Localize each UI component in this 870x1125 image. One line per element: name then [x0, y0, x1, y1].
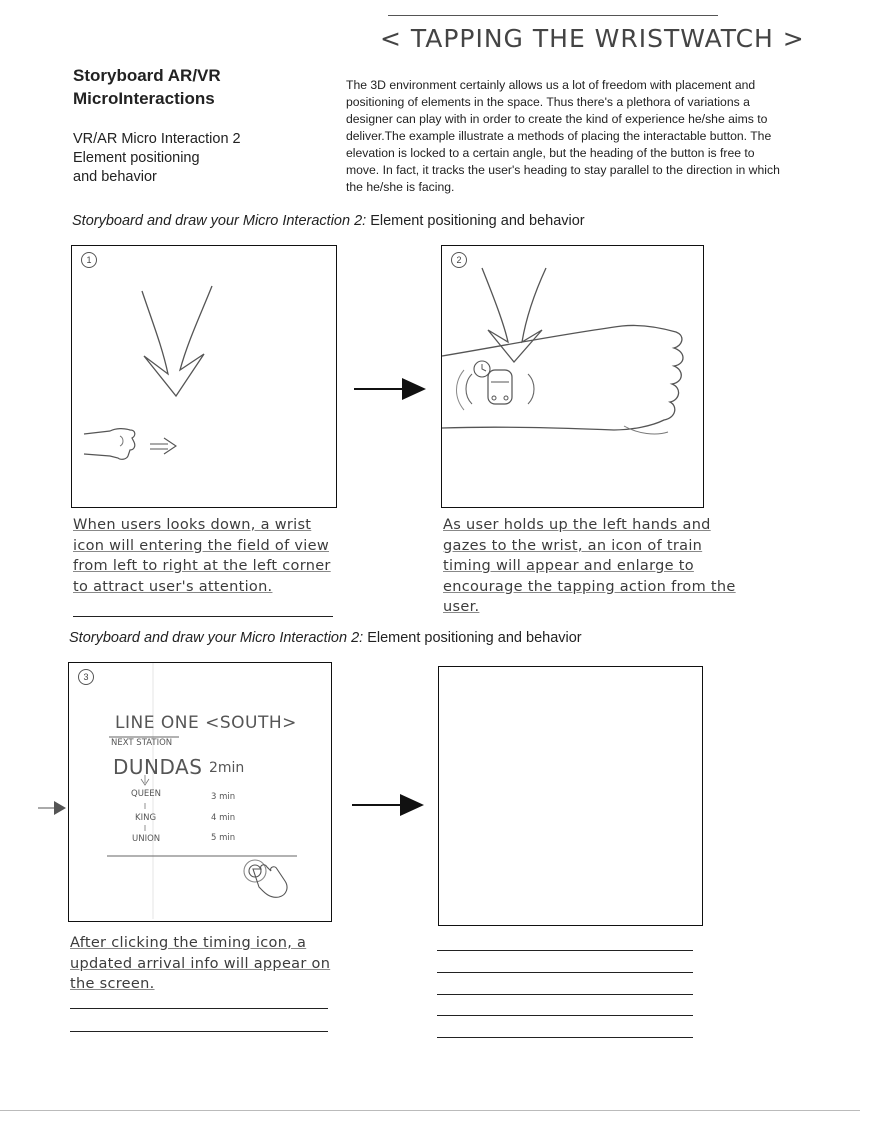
sketch-wrist-raised [442, 246, 702, 506]
stop-name: UNION [132, 834, 161, 844]
sequence-arrow-icon [352, 792, 424, 818]
storyboard-frame-1 [71, 245, 337, 508]
frame-2-caption: As user holds up the left hands and gazes to the wrist, an icon of train timing will appear and enlarge to encourage the tapping action from the user. [443, 517, 736, 615]
caption-line [437, 950, 693, 951]
scan-edge-line [0, 1110, 860, 1111]
prompt-plain: Element positioning and behavior [366, 213, 585, 229]
sketch-look-down [72, 246, 335, 506]
transit-line-title: LINE ONE <SOUTH> [115, 713, 297, 733]
frame-number: 1 [81, 252, 97, 268]
prompt-plain: Element positioning and behavior [363, 630, 582, 646]
next-station-label: NEXT STATION [111, 738, 173, 748]
document-title: Storyboard AR/VR MicroInteractions [73, 66, 221, 108]
sequence-arrow-icon [354, 376, 426, 402]
frame-number: 2 [451, 252, 467, 268]
storyboard-prompt [72, 213, 585, 229]
down-arrow-icon [142, 286, 212, 396]
caption-line [437, 994, 693, 995]
frame-1-caption: When users looks down, a wrist icon will entering the field of view from left to right at the left corner to attract user's attention. [73, 517, 331, 595]
prompt-italic: Storyboard and draw your Micro Interaction 2: [72, 213, 367, 229]
document-subtitle [73, 130, 323, 187]
frame-number: 3 [78, 669, 94, 685]
storyboard-frame-3 [68, 662, 332, 922]
storyboard-prompt [69, 630, 582, 646]
margin-arrow-icon [38, 798, 68, 818]
subtitle-line: Element positioning [73, 150, 200, 166]
right-arrow-icon [150, 438, 176, 454]
sketch-screen-lines [69, 663, 329, 919]
train-icon [488, 370, 512, 404]
stop-name: KING [135, 813, 157, 823]
tap-hand-icon [244, 860, 287, 897]
stop-time: 5 min [211, 833, 236, 843]
stop-time: 4 min [211, 813, 236, 823]
subtitle-line: VR/AR Micro Interaction 2 [73, 131, 241, 147]
storyboard-frame-2 [441, 245, 704, 508]
handwritten-title: < TAPPING THE WRISTWATCH > [380, 24, 805, 53]
wrist-icon [84, 429, 135, 460]
caption-line [437, 1037, 693, 1038]
stop-name: QUEEN [131, 789, 162, 799]
prompt-italic: Storyboard and draw your Micro Interaction 2: [69, 630, 364, 646]
next-station-name: DUNDAS [113, 755, 203, 779]
subtitle-line: and behavior [73, 169, 157, 185]
caption-line [437, 1015, 693, 1016]
storyboard-frame-4 [438, 666, 703, 926]
next-station-time: 2min [209, 760, 245, 776]
title-decorative-line [388, 15, 718, 16]
arm-hand-icon [442, 325, 683, 430]
frame-3-caption: After clicking the timing icon, a updated arrival info will appear on the screen. [70, 935, 331, 992]
stop-time: 3 min [211, 792, 236, 802]
description-paragraph: The 3D environment certainly allows us a lot of freedom with placement and positioning of elements in the space. Thus there's a plethora of variations a designer can play with in order to create the kind of experience he/she aims to deliver.The example illustrate a methods of placing the interactable button. The elevation is locked to a certain angle, but the heading of the button is free to move. In fact, it tracks the user's heading to stay parallel to the direction in which the he/she is facing. [346, 78, 780, 194]
caption-line [70, 1008, 328, 1009]
caption-line [73, 616, 333, 617]
caption-line [437, 972, 693, 973]
caption-line [70, 1031, 328, 1032]
